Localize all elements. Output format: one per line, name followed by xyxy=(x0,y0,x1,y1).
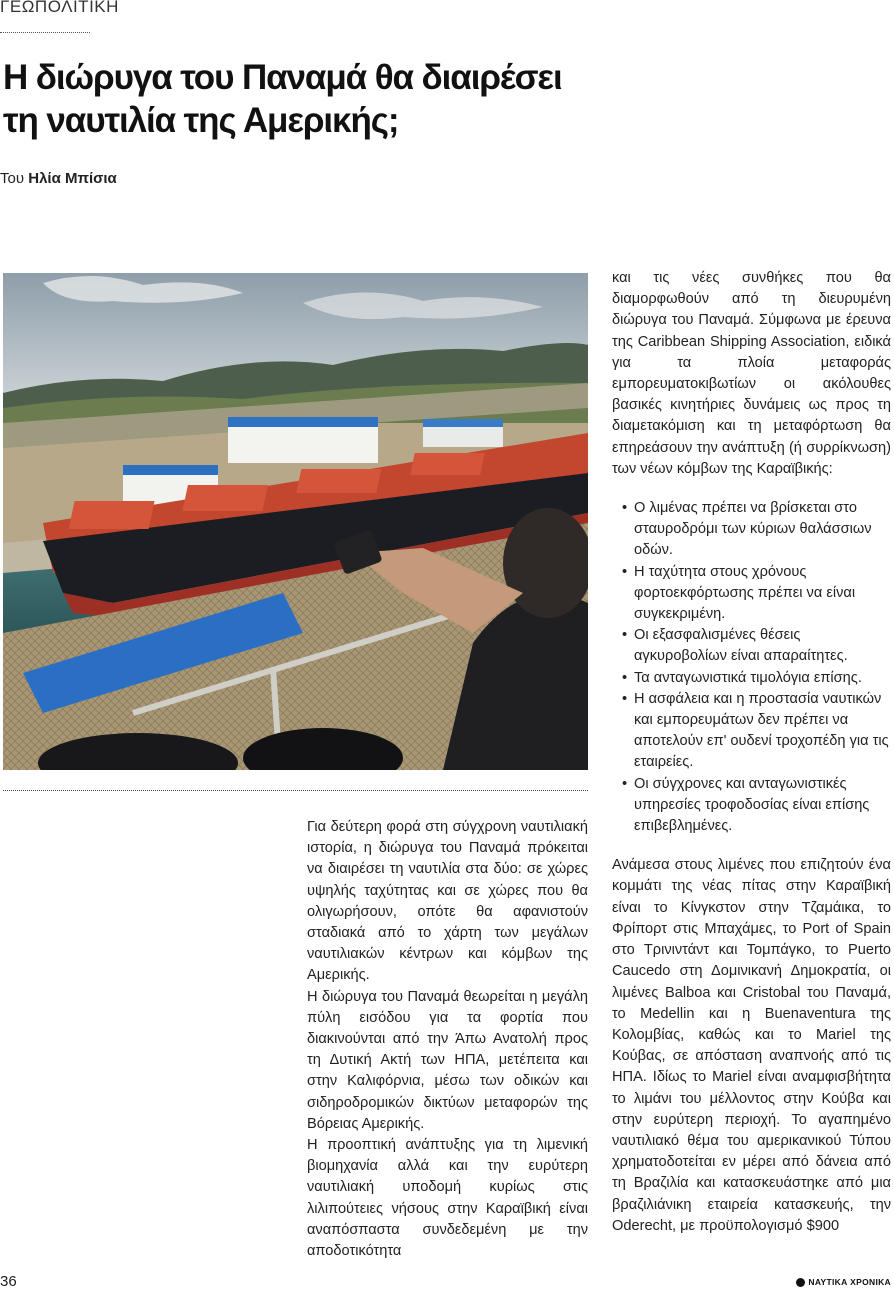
byline xyxy=(0,170,117,187)
section-divider xyxy=(0,32,90,33)
photo-divider xyxy=(3,790,588,791)
paragraph: Η προοπτική ανάπτυξης για τη λιμενική βιομηχανία αλλά και την ευρύτερη ναυτιλιακή υποδομή κυρίως στις λιλιπούτειες νήσους στην Καραϊβική είναι αναπόσπαστα συνδεδεμένη με την αποδοτικότητα xyxy=(307,1137,588,1260)
list-item: • Οι εξασφαλισμένες θέσεις αγκυροβολίων είναι απαραίτητες. xyxy=(624,625,891,667)
list-item: • Οι σύγχρονες και ανταγωνιστικές υπηρεσίες τροφοδοσίας είναι επίσης επιβεβλημένες. xyxy=(624,774,891,838)
paragraph: και τις νέες συνθήκες που θα διαμορφωθούν από τη διευρυμένη διώρυγα του Παναμά. Σύμφωνα με έρευνα της Caribbean Shipping Association, ειδικά για τα πλοία μεταφοράς εμπορευματοκιβωτίων οι ακόλουθες βασικές κινητήριες δυνάμεις ως προς τη διαμετακόμιση και τη μεταφόρτωση θα επηρεάσουν την ανάπτυξη (ή συρρίκνωση) των νέων κόμβων της Καραϊβικής: xyxy=(612,270,891,477)
list-item: • Τα ανταγωνιστικά τιμολόγια επίσης. xyxy=(624,668,891,689)
article-column-right xyxy=(612,268,891,1237)
magazine-logo-icon xyxy=(796,1278,805,1287)
article-column-left xyxy=(307,817,588,1262)
article-photo xyxy=(3,273,588,770)
byline-author: Ηλία Μπίσια xyxy=(28,170,117,187)
list-item: • Η ταχύτητα στους χρόνους φορτοεκφόρτωσης πρέπει να είναι συγκεκριμένη. xyxy=(624,562,891,626)
page-number: 36 xyxy=(0,1273,17,1290)
paragraph: Ανάμεσα στους λιμένες που επιζητούν ένα κομμάτι της νέας πίτας στην Καραϊβική είναι το Κίνγκστον στην Τζαμάικα, το Φρίπορτ στις Μπαχάμες, το Port of Spain στο Τρινιντάντ και Τομπάγκο, το Puerto Caucedo στη Δομινικανή Δημοκρατία, οι λιμένες Balboa και Cristobal του Παναμά, το Medellin και η Buenaventura της Κολομβίας, καθώς και το Mariel της Κούβας, σε απόσταση αναπνοής από τις ΗΠΑ. Ιδίως το Mariel είναι αναμφισβήτητα το λιμάνι του μέλλοντος στην Κούβα και στην ευρύτερη περιοχή. Το αγαπημένο ναυτιλιακό θέμα του αμερικανικού Τύπου χρηματοδοτείται εν μέρει από δάνεια από τη Βραζιλία και κατασκευάστηκε από μια βραζιλιάνικη εταιρεία κατασκευής, την Oderecht, με προϋπολογισμό $900 xyxy=(612,857,891,1234)
magazine-brand xyxy=(796,1277,891,1287)
drivers-list xyxy=(612,498,891,837)
paragraph: Η διώρυγα του Παναμά θεωρείται η μεγάλη πύλη εισόδου για τα φορτία που διακινούνται από την Άπω Ανατολή προς τη Δυτική Ακτή των ΗΠΑ, μετέπειτα και στην Καλιφόρνια, μέσω των οδικών και σιδηροδρομικών δικτύων μεταφορών της Βόρειας Αμερικής. xyxy=(307,988,588,1132)
list-item: • Ο λιμένας πρέπει να βρίσκεται στο σταυροδρόμι των κύριων θαλάσσιων οδών. xyxy=(624,498,891,562)
list-item: • Η ασφάλεια και η προστασία ναυτικών και εμπορευμάτων δεν πρέπει να αποτελούν επ' ουδενί τροχοπέδη για τις εταιρείες. xyxy=(624,689,891,774)
panama-canal-photo xyxy=(3,273,588,770)
paragraph: Για δεύτερη φορά στη σύγχρονη ναυτιλιακή ιστορία, η διώρυγα του Παναμά πρόκειται να διαιρέσει τη ναυτιλία στα δύο: σε χώρες υψηλής ταχύτητας και σε χώρες που θα ολιγωρήσουν, οπότε θα αφανιστούν σταδιακά από το χάρτη των μεγάλων ναυτιλιακών κέντρων και κόμβων της Αμερικής. xyxy=(307,819,588,984)
magazine-name: ΝΑΥΤΙΚΑ ΧΡΟΝΙΚΑ xyxy=(808,1277,891,1287)
article-title: Η διώρυγα του Παναμά θα διαιρέσει τη ναυτιλία της Αμερικής; xyxy=(3,58,562,140)
section-label: ΓΕΩΠΟΛΙΤΙΚΗ xyxy=(0,0,119,16)
byline-prefix: Του xyxy=(0,170,25,187)
